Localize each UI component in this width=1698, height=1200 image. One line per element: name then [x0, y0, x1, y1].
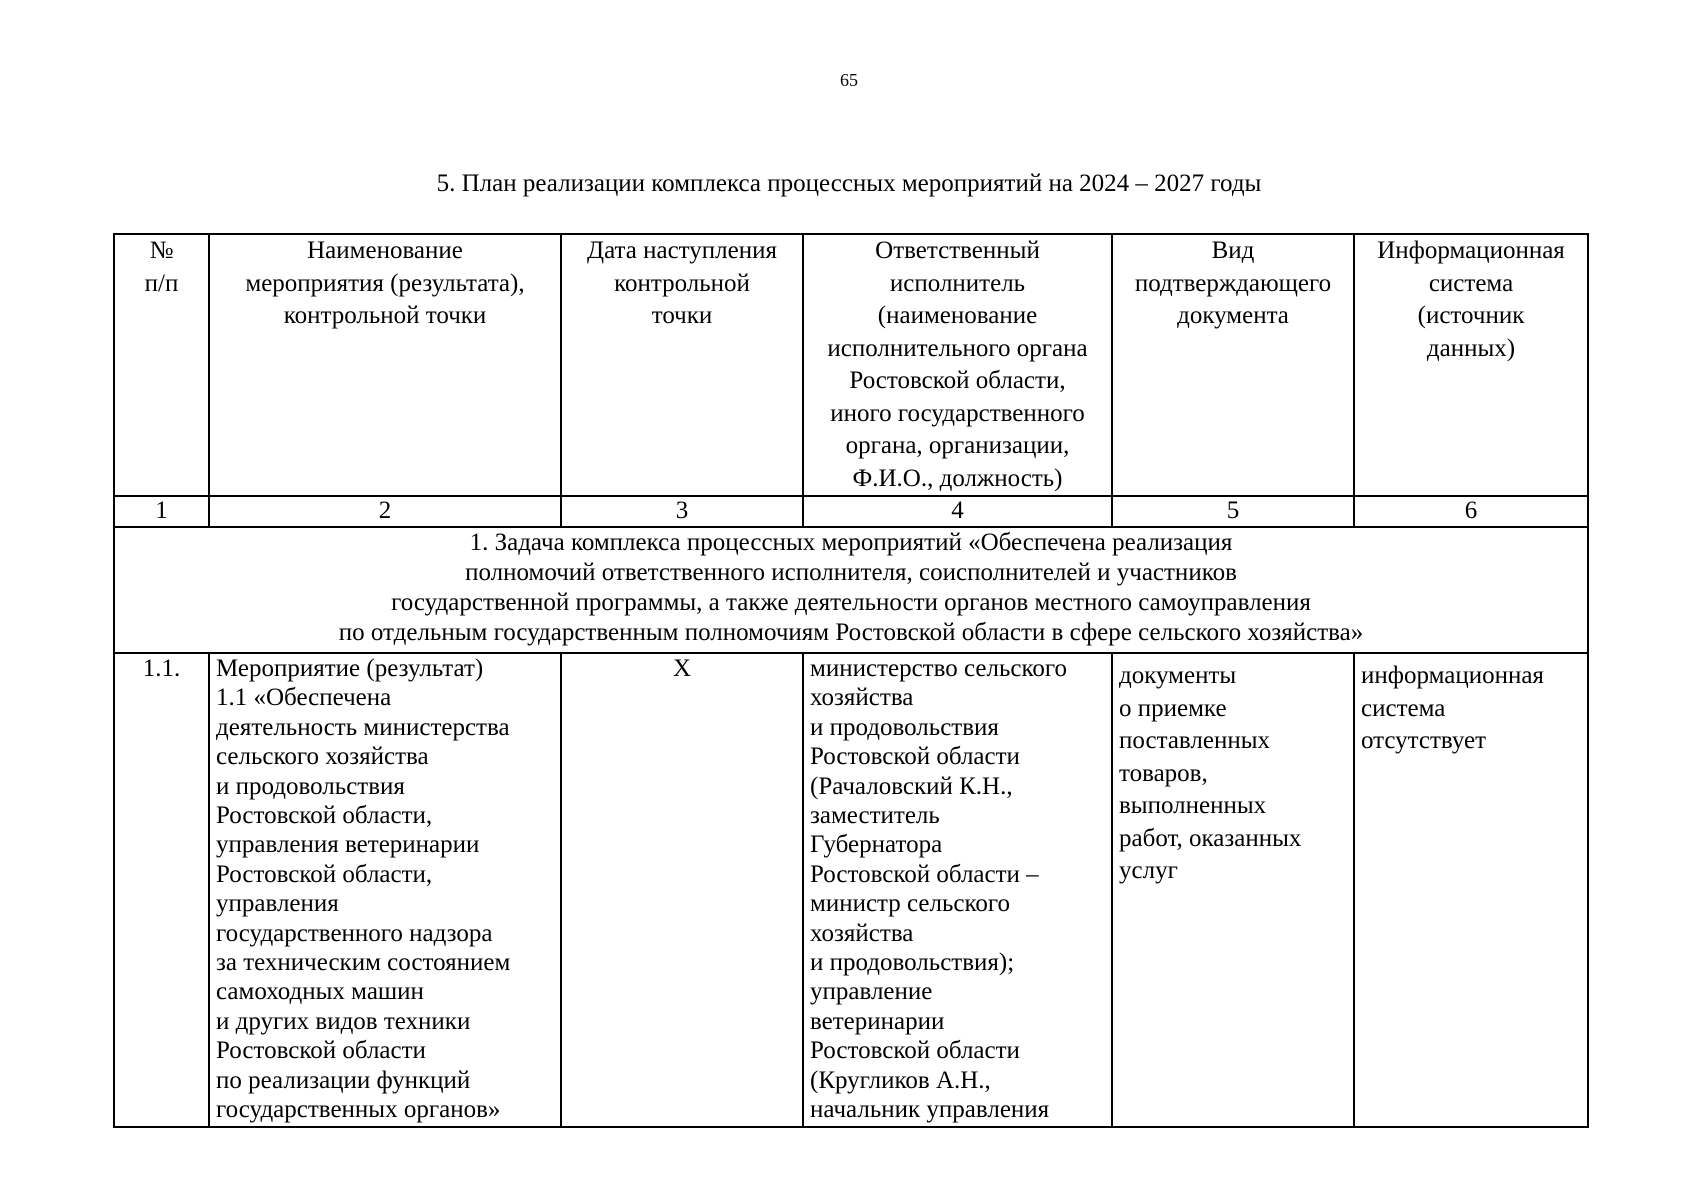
column-number: 3: [561, 496, 803, 527]
header-event-name: Наименование мероприятия (результата), контрольной точки: [209, 234, 561, 496]
header-responsible: Ответственный исполнитель (наименование исполнительного органа Ростовской области, иного государственного органа, организации, Ф.И.О., должность): [803, 234, 1112, 496]
row-info-system: информационная система отсутствует: [1354, 653, 1588, 1127]
header-control-date: Дата наступления контрольной точки: [561, 234, 803, 496]
row-document-type: документы о приемке поставленных товаров, выполненных работ, оказанных услуг: [1112, 653, 1354, 1127]
column-number: 5: [1112, 496, 1354, 527]
row-control-date: Х: [561, 653, 803, 1127]
row-event-name: Мероприятие (результат) 1.1 «Обеспечена деятельность министерства сельского хозяйства и продовольствия Ростовской области, управления ветеринарии Ростовской области, управления государственного надзора за техническим состоянием самоходных машин и других видов техники Ростовской области по реализации функций государственных органов»: [209, 653, 561, 1127]
column-number: 1: [114, 496, 209, 527]
table-header-row: [114, 234, 1588, 496]
section-title: 5. План реализации комплекса процессных мероприятий на 2024 – 2027 годы: [436, 170, 1262, 197]
column-number-row: [114, 496, 1588, 527]
column-number: 2: [209, 496, 561, 527]
header-info-system: Информационная система (источник данных): [1354, 234, 1588, 496]
row-responsible: министерство сельского хозяйства и продовольствия Ростовской области (Рачаловский К.Н., заместитель Губернатора Ростовской области – министр сельского хозяйства и продовольствия); управление ветеринарии Ростовской области (Кругликов А.Н., начальник управления: [803, 653, 1112, 1127]
plan-table: [113, 233, 1589, 1128]
column-number: 4: [803, 496, 1112, 527]
task-row: [114, 527, 1588, 653]
task-title: 1. Задача комплекса процессных мероприятий «Обеспечена реализация полномочий ответственного исполнителя, соисполнителей и участников государственной программы, а также деятельности органов местного самоуправления по отдельным государственным полномочиям Ростовской области в сфере сельского хозяйства»: [114, 527, 1588, 653]
column-number: 6: [1354, 496, 1588, 527]
row-number: 1.1.: [114, 653, 209, 1127]
header-document-type: Вид подтверждающего документа: [1112, 234, 1354, 496]
page-number: 65: [840, 70, 858, 90]
header-number: № п/п: [114, 234, 209, 496]
table-row: [114, 653, 1588, 1127]
